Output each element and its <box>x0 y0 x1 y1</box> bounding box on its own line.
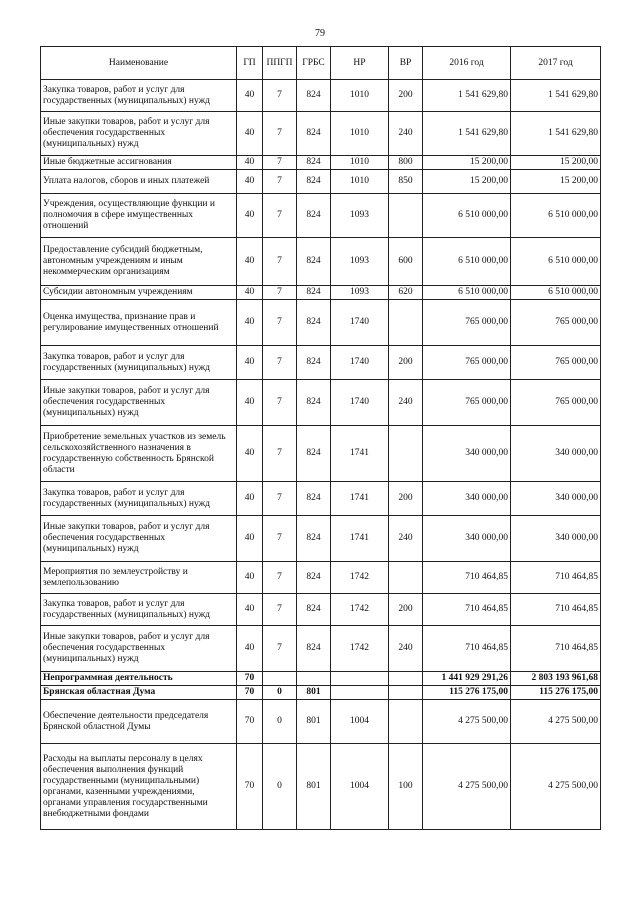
cell-ppgp: 7 <box>263 626 297 672</box>
cell-gp: 40 <box>237 516 263 562</box>
cell-y2017: 6 510 000,00 <box>511 286 601 300</box>
cell-vr <box>389 562 423 594</box>
cell-gp: 40 <box>237 346 263 380</box>
cell-gp: 40 <box>237 80 263 112</box>
cell-nr: 1741 <box>331 426 389 482</box>
cell-gp: 40 <box>237 482 263 516</box>
cell-ppgp: 7 <box>263 170 297 194</box>
cell-vr: 600 <box>389 238 423 286</box>
cell-name: Закупка товаров, работ и услуг для государственных (муниципальных) нужд <box>41 80 237 112</box>
cell-nr <box>331 672 389 686</box>
cell-y2017: 765 000,00 <box>511 346 601 380</box>
cell-grbs: 824 <box>297 562 331 594</box>
cell-vr: 100 <box>389 744 423 830</box>
cell-grbs: 801 <box>297 744 331 830</box>
cell-gp: 40 <box>237 170 263 194</box>
cell-ppgp: 7 <box>263 346 297 380</box>
cell-grbs: 824 <box>297 112 331 156</box>
cell-gp: 40 <box>237 238 263 286</box>
table-row <box>41 170 601 194</box>
cell-nr: 1740 <box>331 300 389 346</box>
cell-name: Иные закупки товаров, работ и услуг для обеспечения государственных (муниципальных) нужд <box>41 380 237 426</box>
cell-name: Непрограммная деятельность <box>41 672 237 686</box>
cell-ppgp: 7 <box>263 426 297 482</box>
budget-table <box>40 46 601 830</box>
cell-vr: 240 <box>389 112 423 156</box>
cell-y2016: 1 541 629,80 <box>423 112 511 156</box>
cell-vr: 800 <box>389 156 423 170</box>
cell-ppgp: 0 <box>263 686 297 700</box>
cell-gp: 70 <box>237 700 263 744</box>
cell-y2017: 6 510 000,00 <box>511 194 601 238</box>
cell-y2017: 2 803 193 961,68 <box>511 672 601 686</box>
col-header-vr: ВР <box>389 47 423 80</box>
cell-y2016: 4 275 500,00 <box>423 700 511 744</box>
table-row <box>41 194 601 238</box>
cell-name: Иные бюджетные ассигнования <box>41 156 237 170</box>
cell-ppgp: 7 <box>263 516 297 562</box>
cell-gp: 40 <box>237 562 263 594</box>
cell-gp: 40 <box>237 594 263 626</box>
cell-y2016: 15 200,00 <box>423 170 511 194</box>
cell-grbs: 824 <box>297 380 331 426</box>
cell-y2017: 710 464,85 <box>511 626 601 672</box>
cell-grbs: 824 <box>297 286 331 300</box>
cell-grbs: 824 <box>297 482 331 516</box>
table-row <box>41 672 601 686</box>
cell-y2017: 6 510 000,00 <box>511 238 601 286</box>
cell-vr: 240 <box>389 380 423 426</box>
cell-vr: 200 <box>389 80 423 112</box>
cell-y2016: 340 000,00 <box>423 426 511 482</box>
cell-y2017: 710 464,85 <box>511 562 601 594</box>
table-row <box>41 80 601 112</box>
cell-nr: 1742 <box>331 594 389 626</box>
table-row <box>41 482 601 516</box>
cell-y2017: 4 275 500,00 <box>511 744 601 830</box>
cell-y2017: 340 000,00 <box>511 426 601 482</box>
cell-vr <box>389 686 423 700</box>
col-header-name: Наименование <box>41 47 237 80</box>
cell-grbs: 824 <box>297 238 331 286</box>
table-row <box>41 346 601 380</box>
cell-nr: 1740 <box>331 346 389 380</box>
cell-y2016: 340 000,00 <box>423 516 511 562</box>
cell-grbs: 824 <box>297 170 331 194</box>
cell-gp: 40 <box>237 380 263 426</box>
cell-nr: 1093 <box>331 238 389 286</box>
cell-gp: 70 <box>237 672 263 686</box>
cell-grbs: 824 <box>297 300 331 346</box>
cell-y2016: 710 464,85 <box>423 594 511 626</box>
table-row <box>41 156 601 170</box>
cell-gp: 40 <box>237 112 263 156</box>
cell-vr <box>389 300 423 346</box>
cell-y2017: 340 000,00 <box>511 482 601 516</box>
cell-nr: 1741 <box>331 482 389 516</box>
cell-gp: 40 <box>237 626 263 672</box>
cell-y2016: 1 441 929 291,26 <box>423 672 511 686</box>
cell-y2017: 340 000,00 <box>511 516 601 562</box>
cell-gp: 40 <box>237 426 263 482</box>
cell-y2016: 6 510 000,00 <box>423 286 511 300</box>
cell-vr: 240 <box>389 516 423 562</box>
cell-grbs <box>297 672 331 686</box>
cell-gp: 40 <box>237 156 263 170</box>
cell-nr: 1093 <box>331 194 389 238</box>
cell-ppgp: 0 <box>263 700 297 744</box>
table-row <box>41 238 601 286</box>
cell-name: Расходы на выплаты персоналу в целях обеспечения выполнения функций государственными (муниципальными) органами, казенными учреждениями, органами управления государственными внебюджетными фондами <box>41 744 237 830</box>
cell-name: Приобретение земельных участков из земель сельскохозяйственного назначения в государственную собственность Брянской области <box>41 426 237 482</box>
cell-name: Субсидии автономным учреждениям <box>41 286 237 300</box>
cell-name: Закупка товаров, работ и услуг для государственных (муниципальных) нужд <box>41 482 237 516</box>
cell-nr: 1742 <box>331 562 389 594</box>
cell-y2016: 765 000,00 <box>423 380 511 426</box>
cell-ppgp: 7 <box>263 112 297 156</box>
cell-ppgp: 7 <box>263 194 297 238</box>
cell-grbs: 801 <box>297 700 331 744</box>
table-row <box>41 300 601 346</box>
cell-grbs: 824 <box>297 594 331 626</box>
table-row <box>41 286 601 300</box>
cell-nr: 1004 <box>331 700 389 744</box>
cell-y2017: 15 200,00 <box>511 170 601 194</box>
cell-ppgp: 7 <box>263 300 297 346</box>
table-row <box>41 744 601 830</box>
col-header-grbs: ГРБС <box>297 47 331 80</box>
cell-gp: 40 <box>237 300 263 346</box>
cell-name: Учреждения, осуществляющие функции и полномочия в сфере имущественных отношений <box>41 194 237 238</box>
table-header-row <box>41 47 601 80</box>
cell-y2016: 4 275 500,00 <box>423 744 511 830</box>
cell-ppgp: 7 <box>263 380 297 426</box>
cell-grbs: 824 <box>297 426 331 482</box>
table-row <box>41 686 601 700</box>
cell-vr <box>389 672 423 686</box>
cell-nr: 1004 <box>331 744 389 830</box>
table-body <box>41 80 601 830</box>
cell-y2017: 765 000,00 <box>511 300 601 346</box>
cell-name: Брянская областная Дума <box>41 686 237 700</box>
table-row <box>41 380 601 426</box>
cell-ppgp <box>263 672 297 686</box>
col-header-nr: НР <box>331 47 389 80</box>
cell-ppgp: 7 <box>263 238 297 286</box>
cell-name: Иные закупки товаров, работ и услуг для обеспечения государственных (муниципальных) нужд <box>41 112 237 156</box>
cell-name: Обеспечение деятельности председателя Брянской областной Думы <box>41 700 237 744</box>
cell-grbs: 824 <box>297 346 331 380</box>
cell-grbs: 824 <box>297 80 331 112</box>
cell-y2016: 710 464,85 <box>423 626 511 672</box>
cell-name: Мероприятия по землеустройству и землепользованию <box>41 562 237 594</box>
cell-ppgp: 7 <box>263 156 297 170</box>
cell-y2016: 765 000,00 <box>423 300 511 346</box>
cell-name: Иные закупки товаров, работ и услуг для обеспечения государственных (муниципальных) нужд <box>41 626 237 672</box>
cell-vr <box>389 194 423 238</box>
cell-ppgp: 7 <box>263 482 297 516</box>
cell-gp: 70 <box>237 686 263 700</box>
cell-vr: 240 <box>389 626 423 672</box>
cell-name: Иные закупки товаров, работ и услуг для обеспечения государственных (муниципальных) нужд <box>41 516 237 562</box>
col-header-gp: ГП <box>237 47 263 80</box>
cell-y2016: 340 000,00 <box>423 482 511 516</box>
table-row <box>41 112 601 156</box>
cell-gp: 70 <box>237 744 263 830</box>
cell-y2017: 4 275 500,00 <box>511 700 601 744</box>
cell-nr: 1093 <box>331 286 389 300</box>
table-row <box>41 562 601 594</box>
cell-grbs: 824 <box>297 194 331 238</box>
table-row <box>41 516 601 562</box>
cell-nr: 1010 <box>331 156 389 170</box>
cell-nr: 1010 <box>331 170 389 194</box>
cell-name: Оценка имущества, признание прав и регулирование имущественных отношений <box>41 300 237 346</box>
cell-nr <box>331 686 389 700</box>
table-row <box>41 700 601 744</box>
cell-grbs: 824 <box>297 516 331 562</box>
cell-nr: 1010 <box>331 80 389 112</box>
cell-ppgp: 7 <box>263 80 297 112</box>
cell-nr: 1741 <box>331 516 389 562</box>
cell-y2017: 710 464,85 <box>511 594 601 626</box>
cell-y2016: 15 200,00 <box>423 156 511 170</box>
table-row <box>41 426 601 482</box>
cell-grbs: 801 <box>297 686 331 700</box>
col-header-2016: 2016 год <box>423 47 511 80</box>
cell-y2016: 6 510 000,00 <box>423 194 511 238</box>
col-header-ppgp: ППГП <box>263 47 297 80</box>
cell-y2017: 1 541 629,80 <box>511 112 601 156</box>
cell-grbs: 824 <box>297 156 331 170</box>
cell-y2016: 6 510 000,00 <box>423 238 511 286</box>
cell-gp: 40 <box>237 286 263 300</box>
table-row <box>41 626 601 672</box>
cell-ppgp: 7 <box>263 562 297 594</box>
cell-y2017: 115 276 175,00 <box>511 686 601 700</box>
cell-y2017: 15 200,00 <box>511 156 601 170</box>
cell-vr: 200 <box>389 594 423 626</box>
cell-gp: 40 <box>237 194 263 238</box>
cell-ppgp: 7 <box>263 594 297 626</box>
page-number: 79 <box>315 28 325 39</box>
cell-vr: 200 <box>389 346 423 380</box>
cell-vr: 850 <box>389 170 423 194</box>
cell-name: Закупка товаров, работ и услуг для государственных (муниципальных) нужд <box>41 594 237 626</box>
cell-vr <box>389 700 423 744</box>
cell-name: Предоставление субсидий бюджетным, автономным учреждениям и иным некоммерческим организациям <box>41 238 237 286</box>
cell-grbs: 824 <box>297 626 331 672</box>
cell-y2016: 115 276 175,00 <box>423 686 511 700</box>
cell-ppgp: 7 <box>263 286 297 300</box>
cell-vr: 200 <box>389 482 423 516</box>
col-header-2017: 2017 год <box>511 47 601 80</box>
cell-y2017: 765 000,00 <box>511 380 601 426</box>
cell-ppgp: 0 <box>263 744 297 830</box>
cell-y2016: 1 541 629,80 <box>423 80 511 112</box>
table-row <box>41 594 601 626</box>
cell-vr: 620 <box>389 286 423 300</box>
cell-nr: 1742 <box>331 626 389 672</box>
cell-nr: 1740 <box>331 380 389 426</box>
cell-name: Закупка товаров, работ и услуг для государственных (муниципальных) нужд <box>41 346 237 380</box>
cell-vr <box>389 426 423 482</box>
cell-nr: 1010 <box>331 112 389 156</box>
cell-name: Уплата налогов, сборов и иных платежей <box>41 170 237 194</box>
cell-y2016: 710 464,85 <box>423 562 511 594</box>
cell-y2017: 1 541 629,80 <box>511 80 601 112</box>
cell-y2016: 765 000,00 <box>423 346 511 380</box>
